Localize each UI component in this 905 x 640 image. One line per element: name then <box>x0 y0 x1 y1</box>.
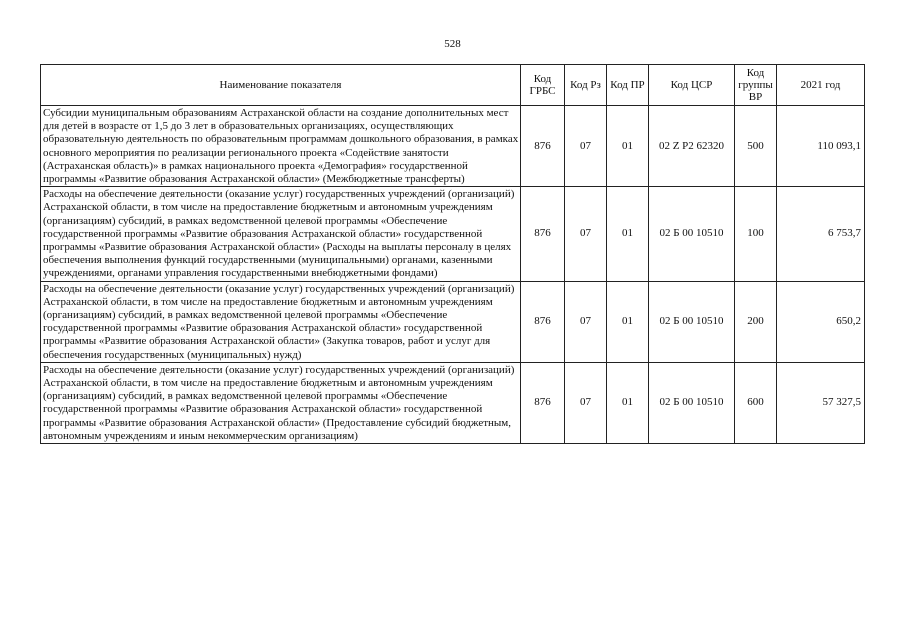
row-pr-code: 01 <box>607 187 649 281</box>
row-csr-code: 02 Б 00 10510 <box>649 362 735 443</box>
row-amount-2021: 6 753,7 <box>777 187 865 281</box>
row-pr-code: 01 <box>607 362 649 443</box>
row-vr-code: 500 <box>735 106 777 187</box>
row-indicator-name: Расходы на обеспечение деятельности (оказание услуг) государственных учреждений (организаций) Астраханской области, в том числе на предоставление бюджетным и автономным учреждениям (организациям) субсидий, в рамках ведомственной целевой программы «Обеспечение государственной программы «Развитие образования Астраханской области» государственной программы «Развитие образования Астраханской области» (Закупка товаров, работ и услуг для обеспечения государственных (муниципальных) нужд) <box>41 281 521 362</box>
row-rz-code: 07 <box>565 187 607 281</box>
budget-table <box>40 64 865 444</box>
table-row <box>41 281 865 362</box>
row-grbs-code: 876 <box>521 187 565 281</box>
row-grbs-code: 876 <box>521 106 565 187</box>
row-pr-code: 01 <box>607 281 649 362</box>
row-csr-code: 02 Z P2 62320 <box>649 106 735 187</box>
row-amount-2021: 110 093,1 <box>777 106 865 187</box>
page-number: 528 <box>444 38 461 50</box>
row-vr-code: 200 <box>735 281 777 362</box>
row-indicator-name: Расходы на обеспечение деятельности (оказание услуг) государственных учреждений (организаций) Астраханской области, в том числе на предоставление бюджетным и автономным учреждениям (организациям) субсидий, в рамках ведомственной целевой программы «Обеспечение государственной программы «Развитие образования Астраханской области» государственной программы «Развитие образования Астраханской области» (Расходы на выплаты персоналу в целях обеспечения выполнения функций государственными (муниципальными) органами, казенными учреждениями, органами управления государственными внебюджетными фондами) <box>41 187 521 281</box>
row-vr-code: 100 <box>735 187 777 281</box>
header-vr-code: Код группы ВР <box>735 65 777 106</box>
row-csr-code: 02 Б 00 10510 <box>649 281 735 362</box>
table-row <box>41 106 865 187</box>
row-vr-code: 600 <box>735 362 777 443</box>
header-year-2021: 2021 год <box>777 65 865 106</box>
header-grbs-code: Код ГРБС <box>521 65 565 106</box>
table-row <box>41 362 865 443</box>
table-header-row <box>41 65 865 106</box>
row-amount-2021: 57 327,5 <box>777 362 865 443</box>
header-indicator-name: Наименование показателя <box>41 65 521 106</box>
table-row <box>41 187 865 281</box>
row-grbs-code: 876 <box>521 362 565 443</box>
row-rz-code: 07 <box>565 281 607 362</box>
row-rz-code: 07 <box>565 362 607 443</box>
row-indicator-name: Расходы на обеспечение деятельности (оказание услуг) государственных учреждений (организаций) Астраханской области, в том числе на предоставление бюджетным и автономным учреждениям (организациям) субсидий, в рамках ведомственной целевой программы «Обеспечение государственной программы «Развитие образования Астраханской области» государственной программы «Развитие образования Астраханской области» (Предоставление субсидий бюджетным, автономным учреждениям и иным некоммерческим организациям) <box>41 362 521 443</box>
header-csr-code: Код ЦСР <box>649 65 735 106</box>
header-pr-code: Код ПР <box>607 65 649 106</box>
row-rz-code: 07 <box>565 106 607 187</box>
row-csr-code: 02 Б 00 10510 <box>649 187 735 281</box>
row-indicator-name: Субсидии муниципальным образованиям Астраханской области на создание дополнительных мест для детей в возрасте от 1,5 до 3 лет в образовательных организациях, осуществляющих образовательную деятельность по образовательным программам дошкольного образования, в рамках основного мероприятия по реализации регионального проекта «Содействие занятости (Астраханская область)» в рамках национального проекта «Демография» государственной программы «Развитие образования Астраханской области» (Межбюджетные трансферты) <box>41 106 521 187</box>
header-rz-code: Код Рз <box>565 65 607 106</box>
row-grbs-code: 876 <box>521 281 565 362</box>
row-pr-code: 01 <box>607 106 649 187</box>
row-amount-2021: 650,2 <box>777 281 865 362</box>
